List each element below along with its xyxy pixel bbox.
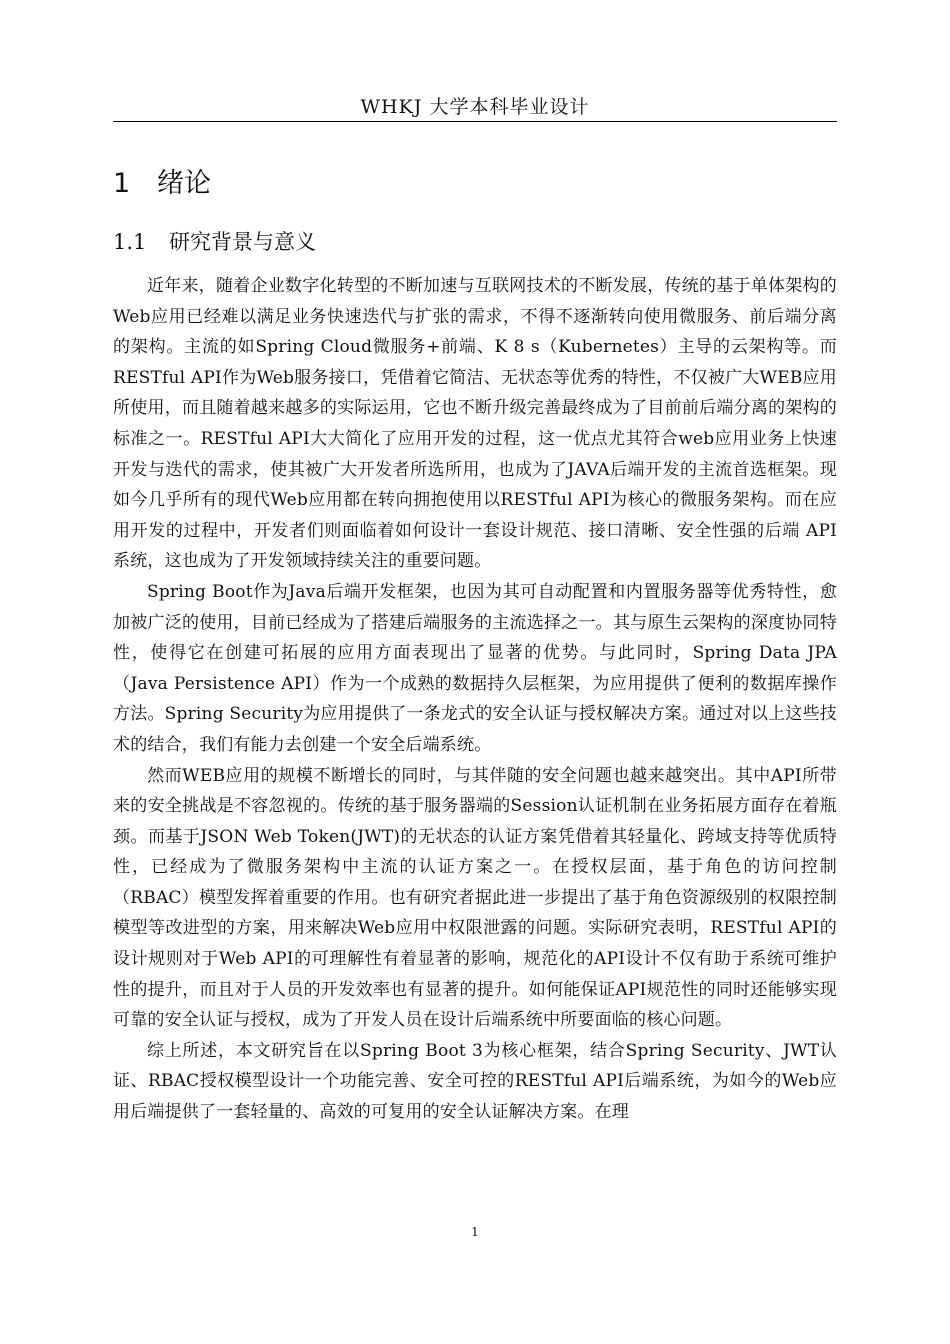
header-rule <box>113 121 837 122</box>
paragraph: Spring Boot作为Java后端开发框架，也因为其可自动配置和内置服务器等优秀特性，愈加被广泛的使用，目前已经成为了搭建后端服务的主流选择之一。其与原生云架构的深度协同特性，使得它在创建可拓展的应用方面表现出了显著的优势。与此同时，Spring Data JPA（Java Persistence API）作为一个成熟的数据持久层框架，为应用提供了便利的数据库操作方法。Spring Security为应用提供了一条龙式的安全认证与授权解决方案。通过对以上这些技术的结合，我们有能力去创建一个安全后端系统。 <box>113 581 837 755</box>
chapter-heading <box>113 166 211 202</box>
paragraph: 近年来，随着企业数字化转型的不断加速与互联网技术的不断发展，传统的基于单体架构的Web应用已经难以满足业务快速迭代与扩张的需求，不得不逐渐转向使用微服务、前后端分离的架构。主流的如Spring Cloud微服务+前端、K 8 s（Kubernetes）主导的云架构等。而RESTful API作为Web服务接口，凭借着它简洁、无状态等优秀的特性，不仅被广大WEB应用所使用，而且随着越来越多的实际运用，它也不断升级完善最终成为了目前前后端分离的架构的标准之一。RESTful API大大简化了应用开发的过程，这一优点尤其符合web应用业务上快速开发与迭代的需求，使其被广大开发者所选所用，也成为了JAVA后端开发的主流首选框架。现如今几乎所有的现代Web应用都在转向拥抱使用以RESTful API为核心的微服务架构。而在应用开发的过程中，开发者们则面临着如何设计一套设计规范、接口清晰、安全性强的后端 API 系统，这也成为了开发领域持续关注的重要问题。 <box>113 276 837 572</box>
running-header: WHKJ 大学本科毕业设计 <box>360 96 590 118</box>
page-number: 1 <box>471 1225 479 1239</box>
paragraph: 综上所述，本文研究旨在以Spring Boot 3为核心框架，结合Spring Security、JWT认证、RBAC授权模型设计一个功能完善、安全可控的RESTful API后端系统，为如今的Web应用后端提供了一套轻量的、高效的可复用的安全认证解决方案。在理 <box>113 1040 837 1123</box>
section-number: 1.1 <box>113 230 147 254</box>
paragraph: 然而WEB应用的规模不断增长的同时，与其伴随的安全问题也越来越突出。其中API所带来的安全挑战是不容忽视的。传统的基于服务器端的Session认证机制在业务拓展方面存在着瓶颈。而基于JSON Web Token(JWT)的无状态的认证方案凭借着其轻量化、跨域支持等优质特性，已经成为了微服务架构中主流的认证方案之一。在授权层面，基于角色的访问控制（RBAC）模型发挥着重要的作用。也有研究者据此进一步提出了基于角色资源级别的权限控制模型等改进型的方案，用来解决Web应用中权限泄露的问题。实际研究表明，RESTful API的设计规则对于Web API的可理解性有着显著的影响，规范化的API设计不仅有助于系统可维护性的提升，而且对于人员的开发效率也有显著的提升。如何能保证API规范性的同时还能够实现可靠的安全认证与授权，成为了开发人员在设计后端系统中所要面临的核心问题。 <box>113 765 837 1031</box>
section-heading <box>113 227 316 257</box>
chapter-title: 绪论 <box>157 168 211 199</box>
section-title: 研究背景与意义 <box>169 230 316 254</box>
body-text <box>113 271 837 1128</box>
chapter-number: 1 <box>113 168 131 199</box>
